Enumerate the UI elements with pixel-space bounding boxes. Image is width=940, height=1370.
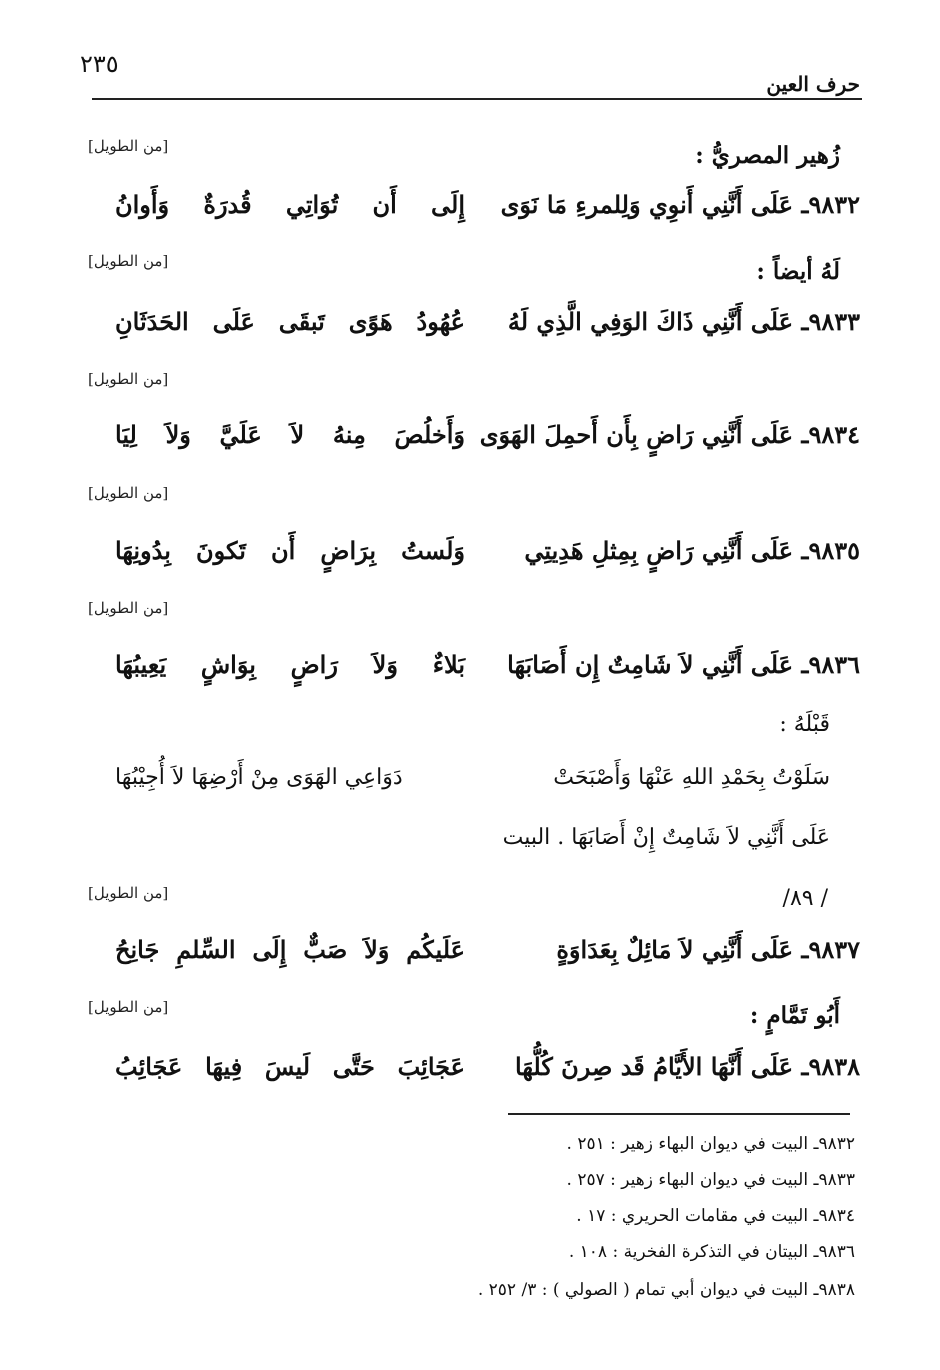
poet-attribution: زُهير المصريُّ : [695, 142, 840, 169]
footnote-rule [508, 1113, 850, 1115]
commentary-line: عَلَى أَنَّنِي لاَ شَامِتٌ إِنْ أَصَابَهَا . البيت [502, 825, 830, 850]
footnote: ٩٨٣٤ـ البيت في مقامات الحريري : ١٧ . [576, 1206, 855, 1226]
commentary-intro: قَبْلَهُ : [779, 712, 830, 737]
verse-first-hemistich: ٩٨٣٣ـ عَلَى أَنَّنِي ذَاكَ الوَفِي الَّذِي لَهُ [507, 307, 860, 336]
verse-9833 [0, 307, 940, 347]
verse-first-hemistich: ٩٨٣٦ـ عَلَى أَنَّنِي لاَ شَامِتٌ إِن أَصَابَهَا [507, 650, 860, 679]
verse-first-hemistich: ٩٨٣٨ـ عَلَى أَنَّهَا الأَيَّامُ قَد صِرنَ كُلُّهَا [515, 1052, 860, 1081]
header-rule [92, 98, 862, 100]
verse-9832 [0, 190, 940, 230]
verse-second-hemistich: بَلاءٌ وَلاَ رَاضٍ بِوَاشٍ يَعِيبُهَا [115, 650, 465, 679]
verse-first-hemistich: ٩٨٣٥ـ عَلَى أَنَّنِي رَاضٍ بِمِثلِ هَدِيتِي [524, 536, 860, 565]
verse-9834 [0, 420, 940, 460]
meter-label: [من الطويل] [88, 137, 169, 155]
footnote: ٩٨٣٦ـ البيتان في التذكرة الفخرية : ١٠٨ . [568, 1242, 855, 1262]
verse-first-hemistich: ٩٨٣٤ـ عَلَى أَنَّنِي رَاضٍ بِأَن أَحمِلَ الهَوَى [479, 420, 860, 449]
verse-first-hemistich: ٩٨٣٢ـ عَلَى أَنَّنِي أَنوِي وَلِلمرءِ مَا نَوَى [500, 190, 860, 219]
verse-second-hemistich: عُهُودُ هَوًى تَبقَى عَلَى الحَدَثَانِ [115, 307, 465, 336]
verse-9838 [0, 1052, 940, 1092]
footnote: ٩٨٣٣ـ البيت في ديوان البهاء زهير : ٢٥٧ . [566, 1170, 855, 1190]
verse-9835 [0, 536, 940, 576]
meter-label: [من الطويل] [88, 884, 169, 902]
verse-first-hemistich: ٩٨٣٧ـ عَلَى أَنَّنِي لاَ مَائِلٌ بِعَدَاوَةٍ [556, 935, 860, 964]
commentary-reference: / ٨٩/ [782, 886, 828, 911]
meter-label: [من الطويل] [88, 370, 169, 388]
verse-9837 [0, 935, 940, 975]
meter-label: [من الطويل] [88, 599, 169, 617]
meter-label: [من الطويل] [88, 252, 169, 270]
commentary-second-hemistich: دَوَاعِي الهَوَى مِنْ أَرْضِهَا لاَ أُجِيْبُهَا [115, 765, 403, 790]
footnote: ٩٨٣٨ـ البيت في ديوان أبي تمام ( الصولي ) : ٣/ ٢٥٢ . [477, 1280, 855, 1300]
running-head: حرف العين [766, 72, 860, 96]
poet-attribution: لَهُ أيضاً : [756, 258, 840, 285]
verse-second-hemistich: عَجَائِبَ حَتَّى لَيسَ فِيهَا عَجَائِبُ [115, 1052, 465, 1081]
verse-second-hemistich: عَلَيكُم وَلاَ صَبٌّ إِلَى السِّلمِ جَانِحُ [115, 935, 465, 964]
commentary-verse [0, 765, 940, 805]
verse-second-hemistich: وَأَخلُصَ مِنهُ لاَ عَلَيَّ وَلاَ لِيَا [115, 420, 465, 449]
meter-label: [من الطويل] [88, 998, 169, 1016]
commentary-first-hemistich: سَلَوْتُ بِحَمْدِ اللهِ عَنْهَا وَأَصْبَحَتْ [553, 765, 830, 790]
footnote: ٩٨٣٢ـ البيت في ديوان البهاء زهير : ٢٥١ . [566, 1134, 855, 1154]
poet-attribution: أَبُو تَمَّامٍ : [749, 1002, 840, 1029]
page-number: ٢٣٥ [80, 50, 119, 78]
meter-label: [من الطويل] [88, 484, 169, 502]
verse-second-hemistich: إِلَى أَن تُوَاتِي قُدرَةٌ وَأَوانُ [115, 190, 465, 219]
verse-second-hemistich: وَلَستُ بِرَاضٍ أَن تَكونَ بِدُونِهَا [115, 536, 465, 565]
verse-9836 [0, 650, 940, 690]
